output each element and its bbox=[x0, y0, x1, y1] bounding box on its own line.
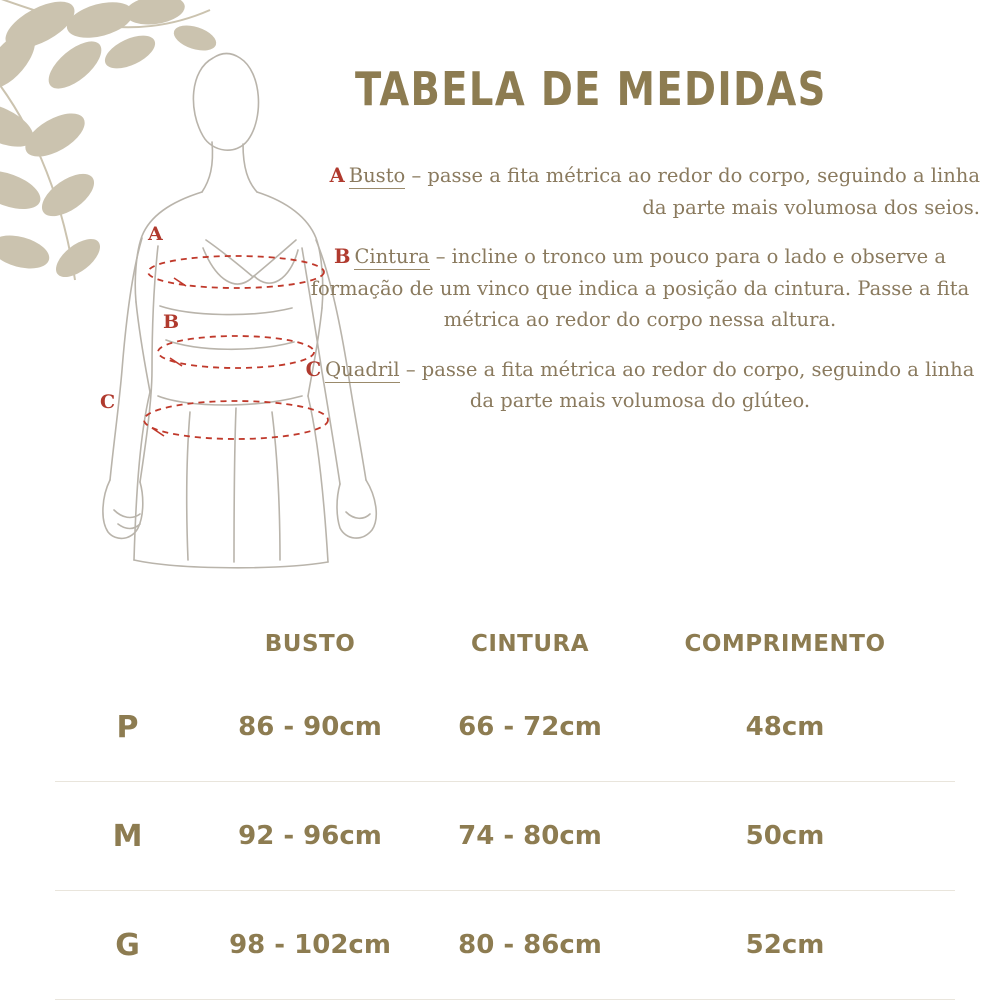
size-table bbox=[55, 615, 955, 1000]
instruction-busto bbox=[300, 160, 980, 223]
marker-b: B bbox=[163, 311, 180, 333]
table-header-comprimento: COMPRIMENTO bbox=[684, 631, 886, 657]
instruction-term-busto: Busto bbox=[348, 164, 406, 187]
waist-measure-line bbox=[158, 336, 314, 368]
instruction-quadril bbox=[300, 354, 980, 417]
row-comprimento: 50cm bbox=[745, 821, 825, 851]
instruction-text-quadril: – passe a fita métrica ao redor do corpo, seguindo a linha da parte mais volumosa do glúteo. bbox=[399, 357, 975, 413]
row-size: M bbox=[112, 818, 143, 854]
instruction-cintura bbox=[300, 241, 980, 336]
table-row bbox=[55, 673, 955, 782]
marker-c: C bbox=[100, 391, 116, 413]
row-size: P bbox=[116, 709, 139, 745]
row-busto: 86 - 90cm bbox=[238, 712, 382, 742]
instruction-text-cintura: – incline o tronco um pouco para o lado e observe a formação de um vinco que indica a posição da cintura. Passe a fita métrica ao redor do corpo nessa altura. bbox=[310, 245, 970, 332]
row-comprimento: 52cm bbox=[745, 930, 825, 960]
instruction-letter-b: B bbox=[333, 245, 351, 269]
row-cintura: 74 - 80cm bbox=[458, 821, 602, 851]
row-busto: 92 - 96cm bbox=[238, 821, 382, 851]
row-cintura: 66 - 72cm bbox=[458, 712, 602, 742]
instruction-letter-c: C bbox=[305, 357, 322, 381]
row-cintura: 80 - 86cm bbox=[458, 930, 602, 960]
table-header-cintura: CINTURA bbox=[470, 631, 590, 657]
table-row bbox=[55, 782, 955, 891]
instruction-term-quadril: Quadril bbox=[325, 357, 400, 381]
instruction-term-cintura: Cintura bbox=[354, 245, 430, 269]
row-size: G bbox=[115, 927, 140, 963]
table-row bbox=[55, 891, 955, 1000]
instructions-block bbox=[300, 160, 980, 435]
table-header-row bbox=[55, 615, 955, 673]
instruction-letter-a: A bbox=[329, 164, 345, 187]
row-busto: 98 - 102cm bbox=[229, 930, 391, 960]
table-header-busto: BUSTO bbox=[264, 631, 356, 657]
instruction-text-busto: – passe a fita métrica ao redor do corpo, seguindo a linha da parte mais volumosa dos seios. bbox=[405, 164, 980, 219]
row-comprimento: 48cm bbox=[745, 712, 825, 742]
marker-a: A bbox=[148, 223, 163, 245]
page-title: TABELA DE MEDIDAS bbox=[355, 62, 827, 116]
